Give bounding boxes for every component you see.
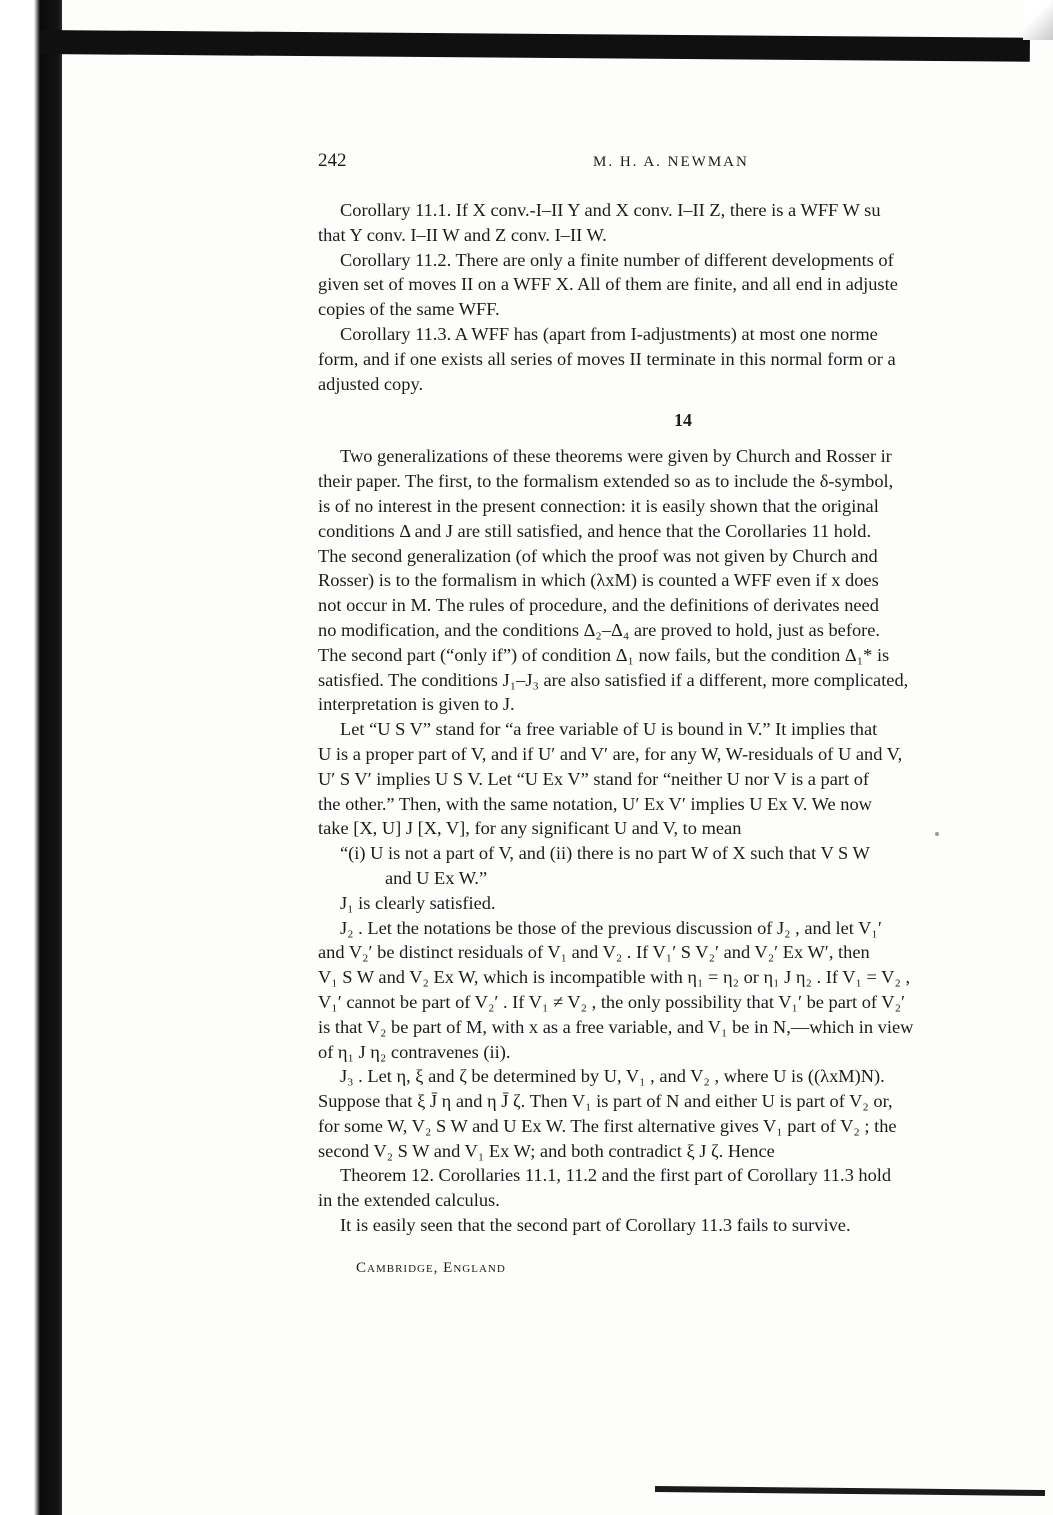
body-line: Let “U S V” stand for “a free variable of U is bound in V.” It implies that <box>340 719 878 740</box>
body-line: is of no interest in the present connection: it is easily shown that the original <box>318 495 879 516</box>
corollary-block <box>318 198 1048 396</box>
body-line: and V₂′ be distinct residuals of V₁ and V₂ . If V₁′ S V₂′ and V₂′ Ex W′, then <box>318 942 870 963</box>
corollary-11-2-line-2: given set of moves II on a WFF X. All of them are finite, and all end in adjuste <box>318 274 898 295</box>
body-line: in the extended calculus. <box>318 1190 500 1211</box>
corollary-11-2-line-3: copies of the same WFF. <box>318 299 500 320</box>
body-line: Theorem 12. Corollaries 11.1, 11.2 and the first part of Corollary 11.3 hold <box>340 1165 892 1186</box>
page-corner-curl <box>1023 0 1053 40</box>
running-head: M. H. A. NEWMAN <box>593 154 749 170</box>
body-line: is that V₂ be part of M, with x as a free variable, and V₁ be in N,—which in view <box>318 1016 914 1037</box>
corollary-11-2-line-1: Corollary 11.2. There are only a finite number of different developments of <box>340 249 894 270</box>
body-line: for some W, V₂ S W and U Ex W. The first alternative gives V₁ part of V₂ ; the <box>318 1115 897 1136</box>
body-line: second V₂ S W and V₁ Ex W; and both contradict ξ J ζ. Hence <box>318 1140 775 1161</box>
section-body <box>318 444 1048 1238</box>
body-line: J₁ is clearly satisfied. <box>340 892 496 913</box>
corollary-11-1-line-2: that Y conv. I–II W and Z conv. I–II W. <box>318 224 607 245</box>
body-line: satisfied. The conditions J₁–J₃ are also satisfied if a different, more complicated, <box>318 669 909 690</box>
page-header <box>318 150 1048 180</box>
body-line: take [X, U] J [X, V], for any significant U and V, to mean <box>318 818 742 839</box>
body-line: “(i) U is not a part of V, and (ii) there is no part W of X such that V S W <box>340 843 870 864</box>
body-line: no modification, and the conditions Δ₂–Δ₄ are proved to hold, just as before. <box>318 619 881 640</box>
corollary-11-3-line-2: form, and if one exists all series of moves II terminate in this normal form or a <box>318 348 896 369</box>
section-number: 14 <box>674 410 692 431</box>
body-line: It is easily seen that the second part of Corollary 11.3 fails to survive. <box>340 1215 851 1236</box>
body-line: V₁ S W and V₂ Ex W, which is incompatible with η₁ = η₂ or η₁ J η₂ . If V₁ = V₂ , <box>318 967 911 988</box>
bottom-edge-shadow <box>655 1486 1045 1496</box>
body-line: J₂ . Let the notations be those of the previous discussion of J₂ , and let V₁′ <box>340 917 882 938</box>
body-line: J₃ . Let η, ξ and ζ be determined by U, V₁ , and V₂ , where U is ((λxM)N). <box>340 1066 885 1087</box>
body-line: conditions Δ and J are still satisfied, and hence that the Corollaries 11 hold. <box>318 520 872 541</box>
body-line: The second generalization (of which the proof was not given by Church and <box>318 545 878 566</box>
body-line: and U Ex W.” <box>385 867 488 888</box>
body-line: of η₁ J η₂ contravenes (ii). <box>318 1041 511 1062</box>
body-line: Rosser) is to the formalism in which (λxM) is counted a WFF even if x does <box>318 570 879 591</box>
body-line: Two generalizations of these theorems were given by Church and Rosser ir <box>340 446 892 467</box>
book-binding-shadow <box>0 0 62 1515</box>
body-line: The second part (“only if”) of condition Δ₁ now fails, but the condition Δ₁* is <box>318 644 890 665</box>
signoff-location: Cambridge, England <box>356 1259 506 1276</box>
body-line: the other.” Then, with the same notation, U′ Ex V′ implies U Ex V. We now <box>318 793 872 814</box>
body-line: interpretation is given to J. <box>318 694 515 715</box>
body-line: not occur in M. The rules of procedure, and the definitions of derivates need <box>318 595 879 616</box>
body-line: U is a proper part of V, and if U′ and V′ are, for any W, W-residuals of U and V, <box>318 743 903 764</box>
page-content <box>318 150 1048 1277</box>
body-line: Suppose that ξ J̄ η and η J̄ ζ. Then V₁ is part of N and either U is part of V₂ or, <box>318 1091 893 1112</box>
corollary-11-3-line-1: Corollary 11.3. A WFF has (apart from I-adjustments) at most one norme <box>340 323 878 344</box>
body-line: V₁′ cannot be part of V₂′ . If V₁ ≠ V₂ , the only possibility that V₁′ be part of V₂′ <box>318 991 906 1012</box>
page-number: 242 <box>318 150 347 171</box>
page-top-edge-shadow <box>40 30 1030 62</box>
corollary-11-3-line-3: adjusted copy. <box>318 373 424 394</box>
corollary-11-1-line-1: Corollary 11.1. If X conv.-I–II Y and X conv. I–II Z, there is a WFF W su <box>340 200 881 220</box>
body-line: their paper. The first, to the formalism extended so as to include the δ-symbol, <box>318 471 894 492</box>
body-line: U′ S V′ implies U S V. Let “U Ex V” stand for “neither U nor V is a part of <box>318 768 870 789</box>
